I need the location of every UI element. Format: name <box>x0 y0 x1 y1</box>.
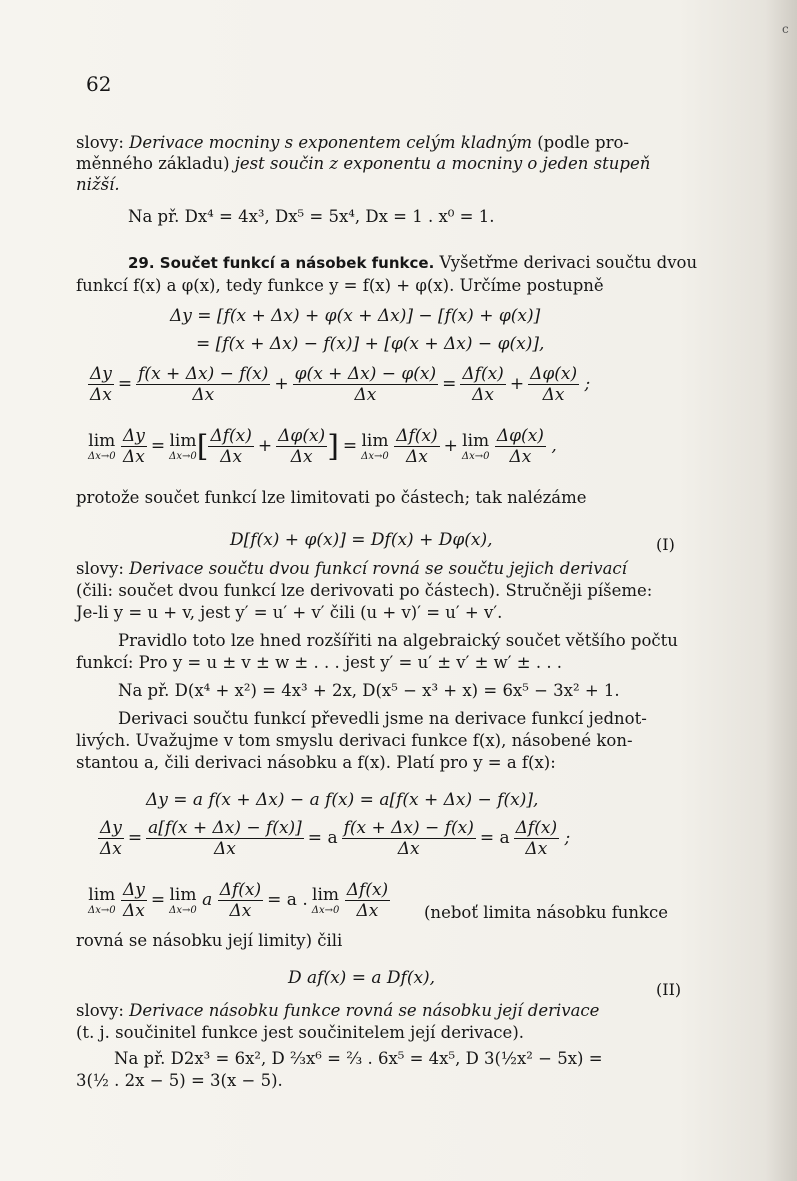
numerator: Δφ(x) <box>496 426 544 446</box>
text-line <box>76 153 686 175</box>
fraction <box>136 364 270 405</box>
denominator: Δx <box>509 447 532 467</box>
text-line: (neboť limita násobku funkce <box>424 903 669 922</box>
fraction <box>208 426 253 467</box>
lim-sub: Δx→0 <box>88 451 116 462</box>
lim-sub: Δx→0 <box>169 905 197 916</box>
fraction <box>218 880 263 921</box>
fraction <box>460 364 505 405</box>
limit <box>169 431 197 462</box>
denominator: Δx <box>229 901 252 921</box>
limit <box>312 885 340 916</box>
example-line: Na př. Dx⁴ = 4x³, Dx⁵ = 5x⁴, Dx = 1 . x⁰ = 1. <box>128 207 495 226</box>
denominator: Δx <box>397 839 420 859</box>
lim-word: lim <box>169 885 197 905</box>
numerator: Δf(x) <box>462 364 504 384</box>
numerator: Δy <box>100 818 122 838</box>
text-line: (t. j. součinitel funkce jest součinitelem její derivace). <box>76 1023 524 1042</box>
fraction <box>394 426 439 467</box>
numerator: Δf(x) <box>396 426 438 446</box>
text-line: funkcí: Pro y = u ± v ± w ± . . . jest y′ = u′ ± v′ ± w′ ± . . . <box>76 653 563 672</box>
text-span: slovy: <box>76 1001 130 1020</box>
fraction <box>88 364 114 405</box>
denominator: Δx <box>405 447 428 467</box>
fraction <box>98 818 124 859</box>
example-line: 3(½ . 2x − 5) = 3(x − 5). <box>76 1071 283 1090</box>
section-heading-line <box>128 252 738 274</box>
italic-span: Derivace násobku funkce rovná se násobku její derivace <box>129 1001 600 1020</box>
fraction <box>276 426 327 467</box>
equation-limit: lim Δx→0 $\frac{\Delta y}{\Delta x}$ = lim Δx→0 [ $\frac{\Delta f(x)}{\Delta x}$ + $\frac{\Delta\varphi(x)}{\Delta x}$ ] = lim Δx→0 $\frac{\Delta f(x)}{\Delta x}$ + lim Δx→0 $\frac{\Delta\varphi(x)}{\Delta x}$ , <box>88 426 557 467</box>
numerator: a[f(x + Δx) − f(x)] <box>148 818 302 838</box>
denominator: Δx <box>472 385 495 405</box>
equation-multiple-limit: lim Δx→0 $\frac{\Delta y}{\Delta x}$ = lim Δx→0 a $\frac{\Delta f(x)}{\Delta x}$ = a . lim Δx→0 $\frac{\Delta f(x)}{\Delta x}$ <box>88 880 389 921</box>
numerator: Δy <box>90 364 112 384</box>
text-line <box>76 132 686 154</box>
numerator: f(x + Δx) − f(x) <box>343 818 474 838</box>
lim-word: lim <box>169 431 197 451</box>
text-line: livých. Uvažujme v tom smyslu derivaci funkce f(x), násobené kon- <box>76 731 633 750</box>
fraction <box>146 818 304 859</box>
equation-tag: (II) <box>656 980 682 999</box>
margin-mark: c <box>782 22 789 36</box>
text-line: Derivaci součtu funkcí převedli jsme na derivace funkcí jednot- <box>118 709 647 728</box>
fraction <box>342 818 476 859</box>
equation-delta-y-cont: = [f(x + Δx) − f(x)] + [φ(x + Δx) − φ(x)], <box>196 334 545 354</box>
text-line: funkcí f(x) a φ(x), tedy funkce y = f(x) + φ(x). Určíme postupně <box>76 276 604 295</box>
numerator: φ(x + Δx) − φ(x) <box>294 364 437 384</box>
denominator: Δx <box>290 447 313 467</box>
numerator: f(x + Δx) − f(x) <box>138 364 269 384</box>
limit <box>88 431 116 462</box>
denominator: Δx <box>192 385 215 405</box>
denominator: Δx <box>220 447 243 467</box>
lim-word: lim <box>462 431 490 451</box>
lim-word: lim <box>361 431 389 451</box>
fraction <box>121 426 147 467</box>
numerator: Δy <box>123 426 145 446</box>
fraction <box>528 364 579 405</box>
denominator: Δx <box>525 839 548 859</box>
denominator: Δx <box>100 839 122 859</box>
numerator: Δφ(x) <box>278 426 326 446</box>
equation-multiple-quotient: $\frac{\Delta y}{\Delta x}$ = $\frac{a[f(x + \Delta x) - f(x)]}{\Delta x}$ = a $\frac{f(x + \Delta x) - f(x)}{\Delta x}$ = a $\frac{\Delta f(x)}{\Delta x}$ ; <box>100 818 571 859</box>
lim-sub: Δx→0 <box>361 451 389 462</box>
denominator: Δx <box>542 385 565 405</box>
denominator: Δx <box>354 385 377 405</box>
page-number: 62 <box>86 72 112 96</box>
numerator: Δφ(x) <box>530 364 578 384</box>
limit <box>88 885 116 916</box>
text-line: (čili: součet dvou funkcí lze derivovati po částech). Stručněji píšeme: <box>76 581 653 600</box>
text-line <box>76 558 686 580</box>
lim-word: lim <box>312 885 340 905</box>
text-span: měnného základu) <box>76 154 235 173</box>
lim-sub: Δx→0 <box>88 905 116 916</box>
text-line: stantou a, čili derivaci násobku a f(x). Platí pro y = a f(x): <box>76 753 556 772</box>
text-line: nižší. <box>76 175 120 194</box>
text-span: Vyšetřme derivaci součtu dvou <box>434 253 698 272</box>
numerator: Δf(x) <box>515 818 558 838</box>
denominator: Δx <box>90 385 112 405</box>
lim-sub: Δx→0 <box>311 905 340 916</box>
text-span: slovy: <box>76 559 130 578</box>
lim-sub: Δx→0 <box>461 451 490 462</box>
fraction <box>345 880 390 921</box>
numerator: Δf(x) <box>210 426 252 446</box>
text-line <box>76 1000 686 1022</box>
text-line: rovná se násobku její limity) čili <box>76 931 343 950</box>
italic-span: Derivace mocniny s exponentem celým kladným <box>129 133 532 152</box>
equation-rule-multiple: D af(x) = a Df(x), <box>288 968 436 988</box>
fraction <box>121 880 147 921</box>
italic-span: jest součin z exponentu a mocniny o jeden stupeň <box>234 154 651 173</box>
equation-multiple: Δy = a f(x + Δx) − a f(x) = a[f(x + Δx) − f(x)], <box>146 790 539 810</box>
lim-sub: Δx→0 <box>169 451 197 462</box>
italic-span: Derivace součtu dvou funkcí rovná se součtu jejich derivací <box>129 559 627 578</box>
text-line: Pravidlo toto lze hned rozšířiti na algebraický součet většího počtu <box>118 631 678 650</box>
lim-word: lim <box>88 885 116 905</box>
denominator: Δx <box>214 839 236 859</box>
lim-word: lim <box>88 431 116 451</box>
numerator: Δf(x) <box>219 880 262 900</box>
text-line: protože součet funkcí lze limitovati po částech; tak nalézáme <box>76 488 587 507</box>
numerator: Δf(x) <box>346 880 389 900</box>
numerator: Δy <box>123 880 145 900</box>
fraction <box>495 426 546 467</box>
text-span: (podle pro- <box>531 133 629 152</box>
equation-tag: (I) <box>656 535 675 554</box>
section-heading: 29. Součet funkcí a násobek funkce. <box>128 254 435 272</box>
denominator: Δx <box>123 901 145 921</box>
example-line: Na př. D(x⁴ + x²) = 4x³ + 2x, D(x⁵ − x³ + x) = 6x⁵ − 3x² + 1. <box>118 681 620 700</box>
example-line: Na př. D2x³ = 6x², D ⅔x⁶ = ⅔ . 6x⁵ = 4x⁵, D 3(½x² − 5x) = <box>114 1049 603 1068</box>
equation-rule-sum: D[f(x) + φ(x)] = Df(x) + Dφ(x), <box>230 530 493 550</box>
limit <box>169 885 197 916</box>
equation-quotient: $\frac{\Delta y}{\Delta x}$ = $\frac{f(x + \Delta x) - f(x)}{\Delta x}$ + $\frac{\varphi(x + \Delta x) - \varphi(x)}{\Delta x}$ = $\frac{\Delta f(x)}{\Delta x}$ + $\frac{\Delta\varphi(x)}{\Delta x}$ ; <box>90 364 591 405</box>
text-line: Je-li y = u + v, jest y′ = u′ + v′ čili (u + v)′ = u′ + v′. <box>76 603 503 622</box>
fraction <box>514 818 559 859</box>
equation-delta-y: Δy = [f(x + Δx) + φ(x + Δx)] − [f(x) + φ(x)] <box>170 306 541 326</box>
fraction <box>293 364 438 405</box>
limit <box>462 431 490 462</box>
text-span: slovy: <box>76 133 130 152</box>
denominator: Δx <box>123 447 145 467</box>
denominator: Δx <box>356 901 379 921</box>
limit <box>361 431 389 462</box>
